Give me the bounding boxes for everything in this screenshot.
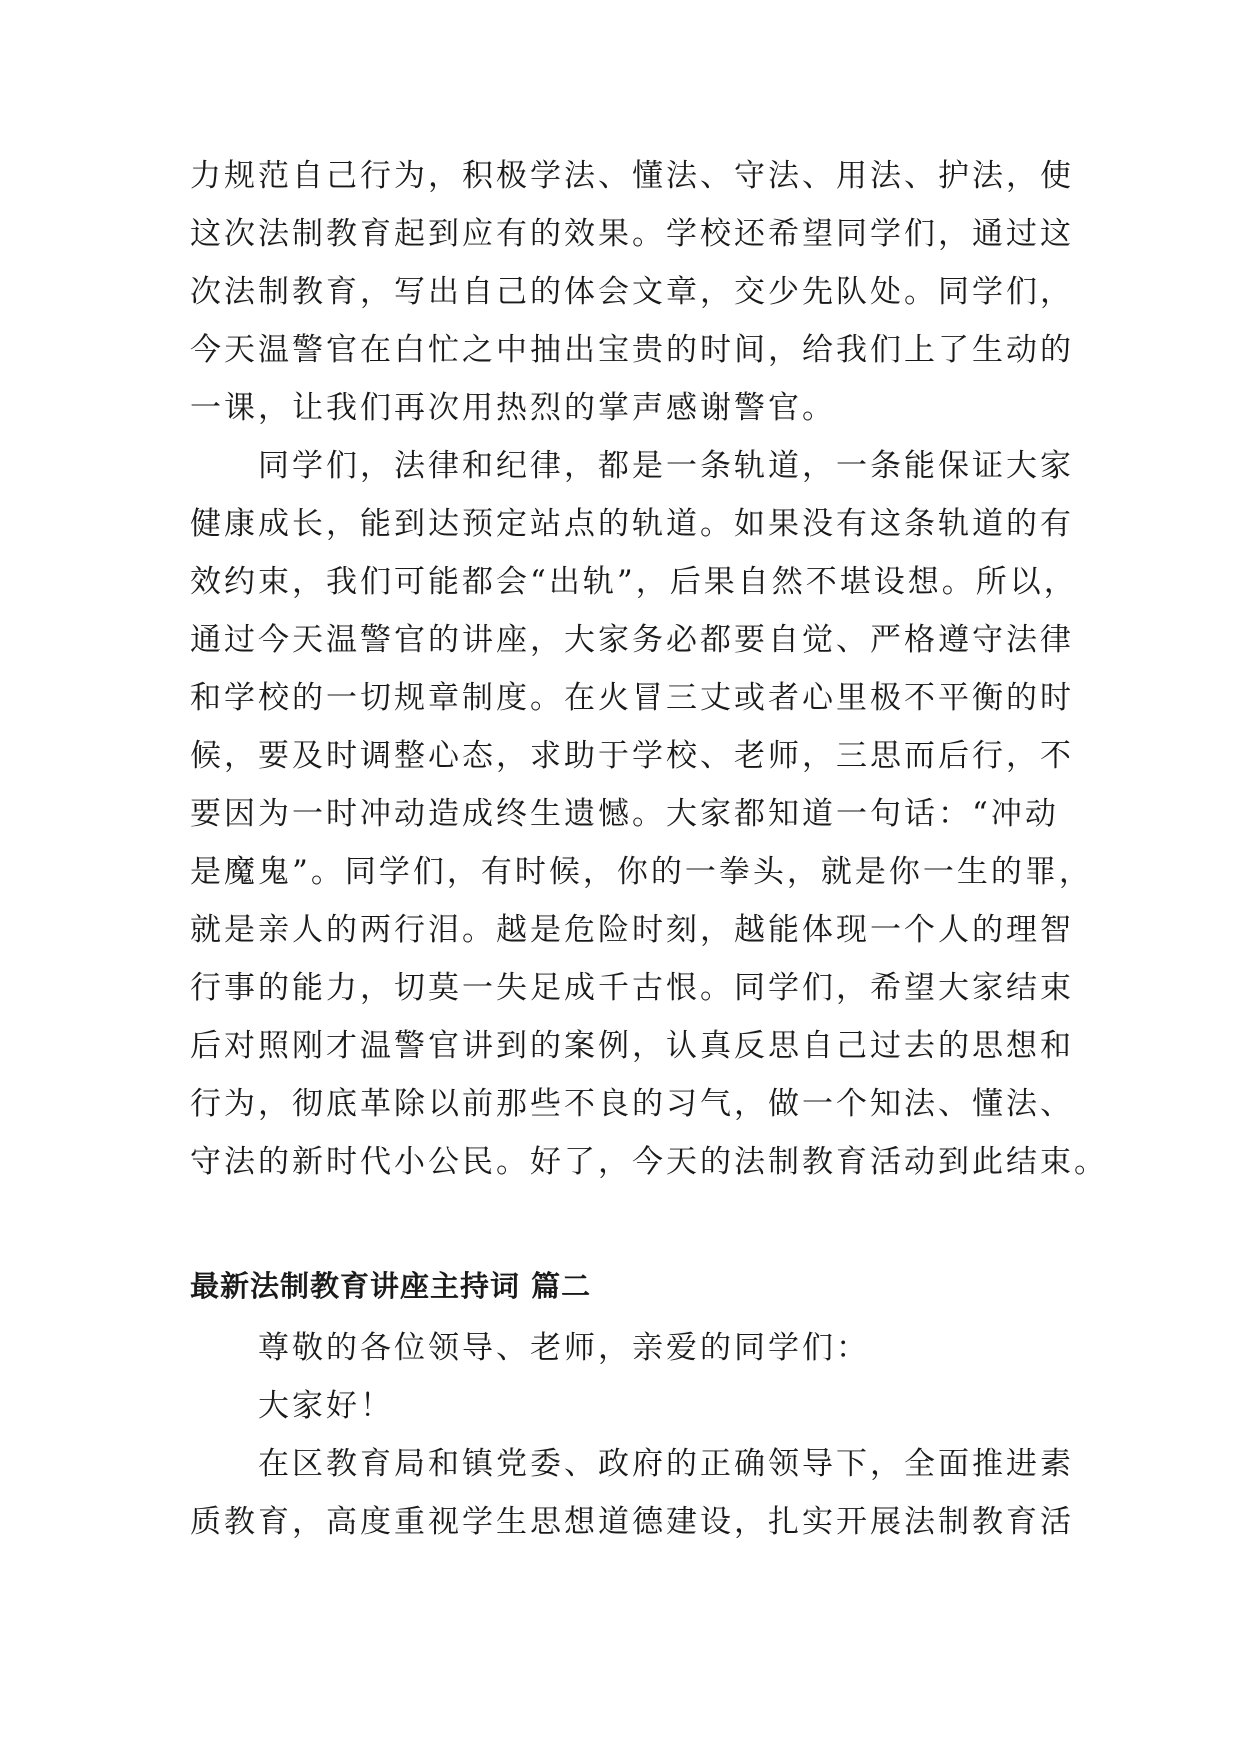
text-line: 同学们，法律和纪律，都是一条轨道，一条能保证大家 (190, 448, 1074, 484)
text-line: 候，要及时调整心态，求助于学校、老师，三思而后行，不 (190, 738, 1074, 774)
text-line: 力规范自己行为，积极学法、懂法、守法、用法、护法，使 (190, 158, 1074, 194)
section1-paragraph2 (190, 437, 1108, 1191)
section2-opening (190, 1319, 1074, 1551)
salutation-line: 尊敬的各位领导、老师，亲爱的同学们： (190, 1330, 870, 1366)
text-line: 今天温警官在白忙之中抽出宝贵的时间，给我们上了生动的 (190, 332, 1074, 368)
text-line: 这次法制教育起到应有的效果。学校还希望同学们，通过这 (190, 216, 1074, 252)
paragraph (190, 437, 1108, 1191)
text-line: 就是亲人的两行泪。越是危险时刻，越能体现一个人的理智 (190, 912, 1074, 948)
paragraph (190, 147, 1074, 437)
text-line: 后对照刚才温警官讲到的案例，认真反思自己过去的思想和 (190, 1028, 1074, 1064)
text-line: 和学校的一切规章制度。在火冒三丈或者心里极不平衡的时 (190, 680, 1074, 716)
text-line: 一课，让我们再次用热烈的掌声感谢警官。 (190, 390, 836, 426)
text-line: 在区教育局和镇党委、政府的正确领导下，全面推进素 (190, 1446, 1074, 1482)
text-line: 通过今天温警官的讲座，大家务必都要自觉、严格遵守法律 (190, 622, 1074, 658)
paragraph (190, 1319, 1074, 1551)
section2-heading-block (190, 1257, 1070, 1315)
text-line: 次法制教育，写出自己的体会文章，交少先队处。同学们， (190, 274, 1074, 310)
text-line: 质教育，高度重视学生思想道德建设，扎实开展法制教育活 (190, 1504, 1074, 1540)
text-line: 行事的能力，切莫一失足成千古恨。同学们，希望大家结束 (190, 970, 1074, 1006)
section-heading: 最新法制教育讲座主持词 篇二 (190, 1269, 592, 1303)
greeting-line: 大家好！ (190, 1388, 394, 1424)
text-line: 行为，彻底革除以前那些不良的习气，做一个知法、懂法、 (190, 1086, 1074, 1122)
text-line: 要因为一时冲动造成终生遗憾。大家都知道一句话：“冲动 (190, 796, 1059, 832)
section1-paragraph1 (190, 147, 1074, 437)
text-line: 效约束，我们可能都会“出轨”，后果自然不堪设想。所以， (190, 564, 1078, 600)
text-line: 是魔鬼”。同学们，有时候，你的一拳头，就是你一生的罪， (190, 854, 1093, 890)
text-line: 守法的新时代小公民。好了，今天的法制教育活动到此结束。 (190, 1144, 1108, 1180)
text-line: 健康成长，能到达预定站点的轨道。如果没有这条轨道的有 (190, 506, 1074, 542)
